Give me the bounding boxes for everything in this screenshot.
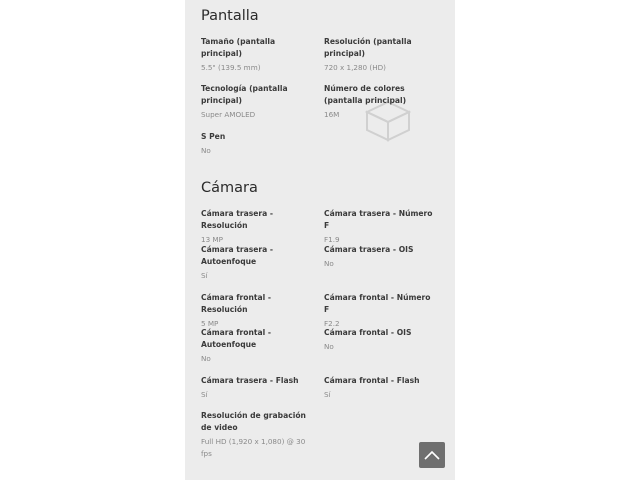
box-watermark-icon — [365, 100, 411, 142]
spec-item — [201, 410, 309, 460]
spec-item — [201, 375, 315, 401]
spec-value: F1.9 — [324, 235, 340, 244]
chevron-up-icon — [424, 450, 440, 460]
spec-item — [201, 327, 315, 365]
spec-value: Sí — [201, 271, 208, 280]
spec-label: Cámara frontal - Autoenfoque — [201, 328, 272, 349]
spec-value: No — [324, 259, 334, 268]
spec-label: Cámara frontal - Flash — [324, 376, 420, 385]
scroll-top-button[interactable] — [419, 442, 445, 468]
spec-label: Tecnología (pantalla principal) — [201, 84, 288, 105]
spec-item — [201, 83, 315, 121]
spec-label: Resolución de grabación de video — [201, 411, 306, 432]
spec-label: Cámara trasera - Número F — [324, 209, 433, 230]
spec-item — [324, 327, 438, 353]
spec-item — [201, 36, 315, 74]
spec-label: Cámara frontal - Número F — [324, 293, 431, 314]
spec-value: Sí — [201, 390, 208, 399]
section-title-pantalla: Pantalla — [201, 8, 259, 24]
spec-value: No — [201, 146, 211, 155]
spec-item — [324, 375, 438, 401]
spec-label: Cámara trasera - Flash — [201, 376, 299, 385]
spec-value: 13 MP — [201, 235, 223, 244]
spec-item — [324, 292, 438, 330]
spec-item — [324, 36, 438, 74]
spec-label: Cámara frontal - OIS — [324, 328, 412, 337]
spec-value: 5 MP — [201, 319, 219, 328]
spec-value: 5.5" (139.5 mm) — [201, 63, 261, 72]
spec-label: Cámara frontal - Resolución — [201, 293, 272, 314]
spec-value: Full HD (1,920 x 1,080) @ 30 fps — [201, 437, 306, 458]
spec-item — [201, 244, 315, 282]
section-title-camara: Cámara — [201, 180, 258, 196]
spec-label: Cámara trasera - Resolución — [201, 209, 274, 230]
spec-label: Cámara trasera - Autoenfoque — [201, 245, 274, 266]
specs-panel — [185, 0, 455, 480]
spec-value: Sí — [324, 390, 331, 399]
spec-value: F2.2 — [324, 319, 340, 328]
spec-value: No — [201, 354, 211, 363]
spec-value: Super AMOLED — [201, 110, 256, 119]
spec-item — [201, 208, 315, 246]
spec-value: 16M — [324, 110, 340, 119]
spec-value: 720 x 1,280 (HD) — [324, 63, 386, 72]
spec-label: Resolución (pantalla principal) — [324, 37, 412, 58]
spec-label: S Pen — [201, 132, 226, 141]
spec-label: Número de colores (pantalla principal) — [324, 84, 407, 105]
spec-item — [201, 131, 315, 157]
spec-label: Cámara trasera - OIS — [324, 245, 414, 254]
spec-item — [324, 208, 438, 246]
spec-label: Tamaño (pantalla principal) — [201, 37, 276, 58]
spec-item — [324, 244, 438, 270]
spec-item — [201, 292, 315, 330]
spec-value: No — [324, 342, 334, 351]
